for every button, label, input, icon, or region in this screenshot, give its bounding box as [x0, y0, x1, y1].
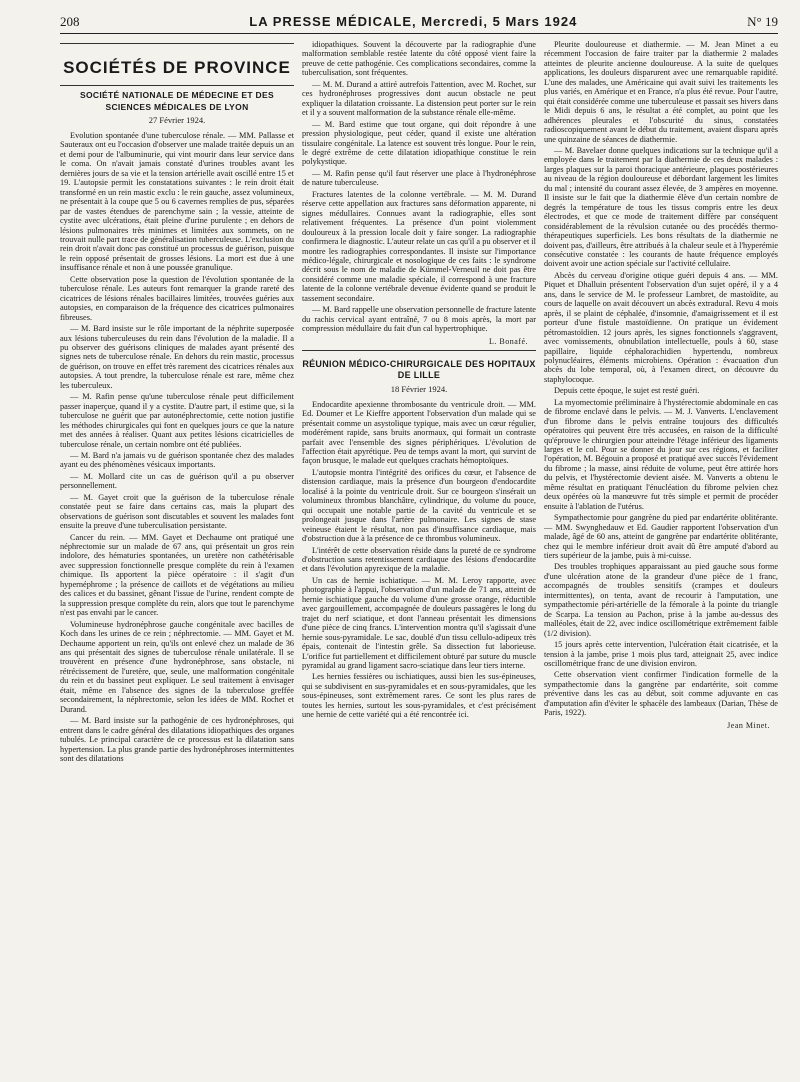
- divider: [302, 350, 536, 351]
- issue-number: N° 19: [747, 14, 778, 29]
- paragraph: — M. Mollard cite un cas de guérison qu'il a pu observer personnellement.: [60, 471, 294, 491]
- paragraph: — M. Gayet croit que la guérison de la tuberculose rénale constatée peut se faire dans certains cas, mais la plupart des observations de guérison sont discutables et souvent les malades font ensuite la preuve d'une tuberculisation persistante.: [60, 492, 294, 531]
- paragraph: — M. Bavelaer donne quelques indications sur la technique qu'il a employée dans le traitement par la diathermie de ces deux malades : larges plaques sur la paroi thoracique antérieure, plaques postérieures au niveau de la région douloureuse et débordant largement les limites du mal ; intensité du courant assez élevée, de 3 ampères en moyenne. Il insiste sur le fait que la diathermie élève d'un certain nombre de degrés la température de tous les tissus compris entre les deux électrodes, et que ce mode de traitement diffère par conséquent considérablement de la révulsion cutanée ou des procédés thermo-thérapeutiques superficiels. Les bons résultats de la diathermie ne doivent pas, d'ailleurs, être attribués à la chaleur seule et à l'hyperémie consécutive constatée : les courants de haute fréquence employés doivent avoir une action spéciale sur l'activité cellulaire.: [544, 145, 778, 269]
- paragraph: Un cas de hernie ischiatique. — M. M. Leroy rapporte, avec photographie à l'appui, l'observation d'un malade de 71 ans, atteint de hernie ischiatique gauche du volume d'une grosse orange, réductible avec gargouillement, accompagnée de douleurs passagères le long du trajet du nerf sciatique, et dont l'anneau présentait les dimensions d'une pièce de cinq francs. L'intervention montra qu'il s'agissait d'une hernie sous-pyramidale. Le sac, doublé d'un tissu cellulo-adipeux très épais, contenait de l'intestin grêle. Sa dissection fut laborieuse. L'orifice fut partiellement et difficilement obturé par suture du muscle pyramidal au grand ligament sacro-sciatique dans leur tiers interne.: [302, 575, 536, 670]
- signature: L. Bonafé.: [489, 336, 528, 346]
- paragraph: Endocardite apexienne thrombosante du ventricule droit. — MM. Ed. Doumer et Le Kieffre apportent l'observation d'un malade qui se présentait comme un asystolique typique, mais avec un cœur régulier, modérément rapide, sans bruits anormaux, qui formait un contraste parfait avec l'ensemble des signes périphériques. L'évolution de l'affection était apyrétique. Peu de temps avant la mort, qui survint de façon brusque, le malade eut quelques crachats hémoptoïques.: [302, 399, 536, 466]
- paragraph: Fractures latentes de la colonne vertébrale. — M. M. Durand réserve cette appellation aux fractures sans déformation apparente, ni signes médullaires. Connues avant la radiographie, elles sont relativement fréquentes. La présence d'un point violemment douloureux à la pression locale doit y faire songer. La radiographie confirmera le diagnostic. L'auteur relate un cas qu'il a pu observer et il montre les radiographies correspondantes. Il insiste sur l'importance médico-légale, chirurgicale et nosologique de ces faits : le syndrome décrit sous le nom de maladie de Kümmel-Verneuil ne doit pas être considéré comme une maladie spéciale, il correspond à une fracture latente de la colonne vertébrale devenue évidente quand se produit le tassement secondaire.: [302, 189, 536, 303]
- reunion-date: 18 Février 1924.: [390, 384, 448, 395]
- paragraph: Cancer du rein. — MM. Gayet et Dechaume ont pratiqué une néphrectomie sur un malade de 67 ans, qui présentait un gros rein indolore, des hématuries spontanées, un uretère non cathétérisable avec suppression fonctionnelle presque complète du rein à l'examen chimique. Ils apportent la pièce opératoire : il s'agit d'un hypernéphrome ; la présence de caillots et de végétations au milieu des calices et du bassinet, gênant l'issue de l'urine, rendent compte de la suppression presque complète du rein, alors que tout le parenchyme n'est pas envahi par le cancer.: [60, 532, 294, 618]
- paragraph: 15 jours après cette intervention, l'ulcération était cicatrisée, et la tension à la jambe, prise 1 mois plus tard, atteignait 25, avec indice oscillométrique franc de une division environ.: [544, 640, 778, 668]
- paragraph: Cette observation vient confirmer l'indication formelle de la sympathectomie dans la gangrène par endartérite, soit comme préventive dans les cas au début, soit comme adjuvante en cas d'amputation afin d'éviter le sphacèle des lambeaux (Darian, Thèse de Paris, 1922).: [544, 670, 778, 718]
- columns: [60, 40, 778, 1080]
- paragraph: — M. Bard n'a jamais vu de guérison spontanée chez des malades ayant eu des phénomènes vésicaux importants.: [60, 450, 294, 470]
- divider: [60, 43, 294, 44]
- paragraph: Des troubles trophiques apparaissant au pied gauche sous forme d'une ulcération atone de la grandeur d'une pièce de 1 franc, accompagnés de troubles sensitifs (crampes et douleurs intermittentes), on tenta, avant de recourir à l'amputation, une sympathectomie péri-artérielle de la fémorale à la pointe du triangle de Scarpa. La tension au Pachon, prise à la jambe au-dessus des malléoles, était de 22, avec indice oscillométrique extrêmement faible (1/2 division).: [544, 562, 778, 638]
- column-3: [544, 40, 778, 1080]
- paragraph: Les hernies fessières ou ischiatiques, aussi bien les sus-épineuses, qui se subdivisent en sus-pyramidales et en sous-pyramidales, que les sous-épineuses, sont extrêmement rares. Ce sont les plus rares de toutes les hernies, surtout les sous-pyramidales, et c'est précisément une hernie de cette variété qui a été rencontrée ici.: [302, 672, 536, 720]
- paragraph: Volumineuse hydronéphrose gauche congénitale avec bacilles de Koch dans les urines de ce rein ; néphrectomie. — MM. Gayet et M. Dechaume apportent un rein, qu'ils ont enlevé chez un malade de 36 ans qui présentait des signes de tuberculose rénale unilatérale. Il se trouvèrent en présence d'une hydronéphrose, sans obstacle, ni rétrécissement de l'uretère, que, seule, une malformation congénitale du rein et du bassinet peut expliquer. Le seul traitement à envisager était, même en l'absence des signes de la tuberculose greffée secondairement, la néphrectomie, selon les idées de MM. Rochet et Durand.: [60, 619, 294, 714]
- paragraph: — M. Bard estime que tout organe, qui doit répondre à une pression physiologique, peut céder, quand il existe une altération tissulaire congénitale. La latence est souvent très longue. Pour le rein, le degré extrême de cette dilatation idiopathique constitue le rein polykystique.: [302, 119, 536, 167]
- column-2-text-a: [302, 40, 536, 334]
- paragraph: Sympathectomie pour gangrène du pied par endartérite oblitérante. — MM. Swynghedauw et Ed. Gaudier rapportent l'observation d'un malade, âgé de 60 ans, atteint de gangrène par endartérite oblitérante, chez qui le membre inférieur droit avait dû être amputé d'abord au tiers supérieur de la jambe, puis à mi-cuisse.: [544, 513, 778, 561]
- paragraph: L'autopsie montra l'intégrité des orifices du cœur, et l'absence de distension cardiaque, mais la présence d'un bourgeon d'endocardite localisé à la pointe du ventricule droit. Sur ce bourgeon s'insérait un volumineux thrombus blanchâtre, cylindrique, du volume du pouce, qui occupait une notable partie de la cavité du ventricule et se prolongeait jusque dans l'artère pulmonaire. Les signes de stase veineuse étaient le résultat, non pas d'insuffisance cardiaque, mais d'obstruction due à la présence de ce thrombus volumineux.: [302, 467, 536, 544]
- paragraph: L'intérêt de cette observation réside dans la pureté de ce syndrome d'obstruction sans retentissement cardiaque des lésions d'endocardite et dans l'évolution apyrexique de la maladie.: [302, 545, 536, 574]
- paragraph: — M. Rafin pense qu'il faut réserver une place à l'hydronéphrose de nature tuberculeuse.: [302, 168, 536, 188]
- page-number: 208: [60, 14, 80, 29]
- paragraph: Evolution spontanée d'une tuberculose rénale. — MM. Pallasse et Sauteraux ont eu l'occasion d'observer une malade traitée depuis un an et demi pour de l'albuminurie, qui vint mourir dans leur service dans le coma. On n'avait jamais constaté d'urines troubles avant les dernières jours de sa vie et la tension artérielle avait oscillé entre 15 et 19. L'autopsie permit les constatations suivantes : le rein droit était transformé en un rein mastic exclu : le rein gauche, assez volumineux, ne présentait à la coupe que 5 ou 6 cavernes remplies de pus, séparées par de vastes étendues de parenchyme sain ; la vessie, atteinte de cystite avec ulcérations, était pleine d'urine purulente ; en dehors de lésions pulmonaires très minimes et limitées aux sommets, on ne trouvait nulle part trace de généralisation tuberculeuse. L'exclusion du rein droit n'avait donc pas constitué un processus de guérison, puisque le rein opposé présentait de grosses lésions. La mort est due à une insuffisance rénale et non à une poussée granulique.: [60, 131, 294, 273]
- divider: [60, 85, 294, 86]
- society-name: SOCIÉTÉ NATIONALE DE MÉDECINE ET DES SCIENCES MÉDICALES DE LYON: [80, 90, 274, 112]
- column-3-text: [544, 40, 778, 718]
- column-1: [60, 40, 294, 1080]
- paragraph: La myomectomie préliminaire à l'hystérectomie abdominale en cas de fibrome enclavé dans le pelvis. — M. J. Vanverts. L'enclavement d'un fibrome dans le pelvis entraîne toujours des difficultés opératoires qui peuvent être très accusées, en raison de la difficulté qu'éprouve le chirurgien pour atteindre l'étage inférieur des ligaments larges et le col. Pour se donner du jour sur ces régions, et faciliter l'opération, M. Bégouin a proposé et pratiqué avec succès l'évidement du fibrome ; la masse, ainsi réduite de volume, peut être attirée hors du pelvis, et l'hystérectomie devient aisée. M. Vanverts a obtenu le même résultat en pratiquant l'énucléation du fibrome pelvien chez deux opérées où la manœuvre fut très simple et permit de procéder ensuite à l'ablation de l'utérus.: [544, 397, 778, 511]
- paragraph: — M. Bard rappelle une observation personnelle de fracture latente du rachis cervical ayant entraîné, 7 ou 8 mois après, la mort par compression médullaire du fait d'un cal hypertrophique.: [302, 305, 536, 334]
- paragraph: — M. M. Durand a attiré autrefois l'attention, avec M. Rochet, sur ces hydronéphroses progressives dont aucun obstacle ne peut expliquer la dilatation croissante. La distension peut porter sur le rein et il y a souvent malformation de la substance rénale elle-même.: [302, 79, 536, 118]
- paragraph: — M. Rafin pense qu'une tuberculose rénale peut difficilement passer inaperçue, quand il y a cystite. D'autre part, il estime que, si la tuberculose ne guérit que par autonéphrectomie, cette notion justifie les méthodes chirurgicales qui font en quelques jours ce que la nature met des années à réaliser. Quant aux petites lésions cicatricielles de tuberculose rénale, un certain nombre ont été publiées.: [60, 392, 294, 449]
- section-title: SOCIÉTÉS DE PROVINCE: [63, 58, 291, 77]
- paragraph: idiopathiques. Souvent la découverte par la radiographie d'une malformation semblable restée latente du côté opposé vient faire la preuve de cette pathogénie. Ces complications secondaires, comme la tuberculisation, sont fréquentes.: [302, 40, 536, 78]
- column-2-text-b: [302, 400, 536, 720]
- column-2: [302, 40, 536, 1080]
- paragraph: Pleurite douloureuse et diathermie. — M. Jean Minet a eu récemment l'occasion de faire traiter par la diathermie 2 malades atteintes de pleurite ancienne douloureuse. A la suite de quelques applications, les douleurs disparurent avec une remarquable rapidité. L'une des malades, une Américaine qui avait suivi les traitements les plus variés, en Amérique et en France, n'a plus été revue. Pour l'autre, qui était considérée comme une tuberculeuse et passait ses hivers dans le Midi depuis 6 ans, le résultat a été complet, au point que les adhérences pleurales et l'obscurité du sinus, constatées radioscopiquement avant le début du traitement, avaient disparu après une quinzaine de séances de diathermie.: [544, 40, 778, 144]
- paragraph: — M. Bard insiste sur le rôle important de la néphrite superposée aux lésions tuberculeuses du rein dans l'évolution de la maladie. Il a pu observer des guérisons cliniques de malades ayant présenté des signes nets de tuberculose rénale. En dehors du rein mastic, processus de guérison, on trouve en effet très rarement des cicatrices rénales aux autopsies. A tout prendre, la tuberculose rénale est rare, même chez les tuberculeux.: [60, 324, 294, 390]
- column-1-text: [60, 131, 294, 763]
- paragraph: — M. Bard insiste sur la pathogénie de ces hydronéphroses, qui entrent dans le cadre général des dilatations idiopathiques des organes tubulés. Le principal caractère de ce processus est la dilatation sans hypertension. La plus grande partie des hydronéphroses intermittentes sont des dilatations: [60, 716, 294, 763]
- paragraph: Depuis cette époque, le sujet est resté guéri.: [554, 386, 700, 396]
- page-header: [60, 14, 778, 34]
- reunion-title: RÉUNION MÉDICO-CHIRURGICALE DES HOPITAUX DE LILLE: [302, 358, 536, 381]
- journal-title: LA PRESSE MÉDICALE, Mercredi, 5 Mars 1924: [249, 14, 578, 29]
- paragraph: Cette observation pose la question de l'évolution spontanée de la tuberculose rénale. Les auteurs font remarquer la grande rareté des cicatrices de lésions rénales bacillaires limitées, trouvées guéries aux autopsies, en comparaison de la fréquence des cicatrices pulmonaires fibreuses.: [60, 274, 294, 322]
- session-date: 27 Février 1924.: [148, 115, 206, 126]
- signature: Jean Minet.: [727, 720, 770, 730]
- paragraph: Abcès du cerveau d'origine otique guéri depuis 4 ans. — MM. Piquet et Dhalluin présentent l'observation d'un sujet opéré, il y a 4 ans, dans le service de M. le professeur Lambret, de mastoïdite, au cours de laquelle on avait découvert un abcès extradural. Revu 4 mois après, il se plaint de céphalée, d'insomnie, d'amaigrissement et il est porteur d'une fistule mastoïdienne. On pratique un évidement pétromastoïdien. 12 jours après, les signes fonctionnels s'aggravent, avec vomissements, obnubilation intellectuelle, pouls à 60, stase papillaire, liquide céphalorachidien hypertendu, nombreux polynucléaires, éléments microbiens. Opération : évacuation d'un abcès du lobe temporal, où, à l'examen direct, on découvre du staphylocoque.: [544, 270, 778, 384]
